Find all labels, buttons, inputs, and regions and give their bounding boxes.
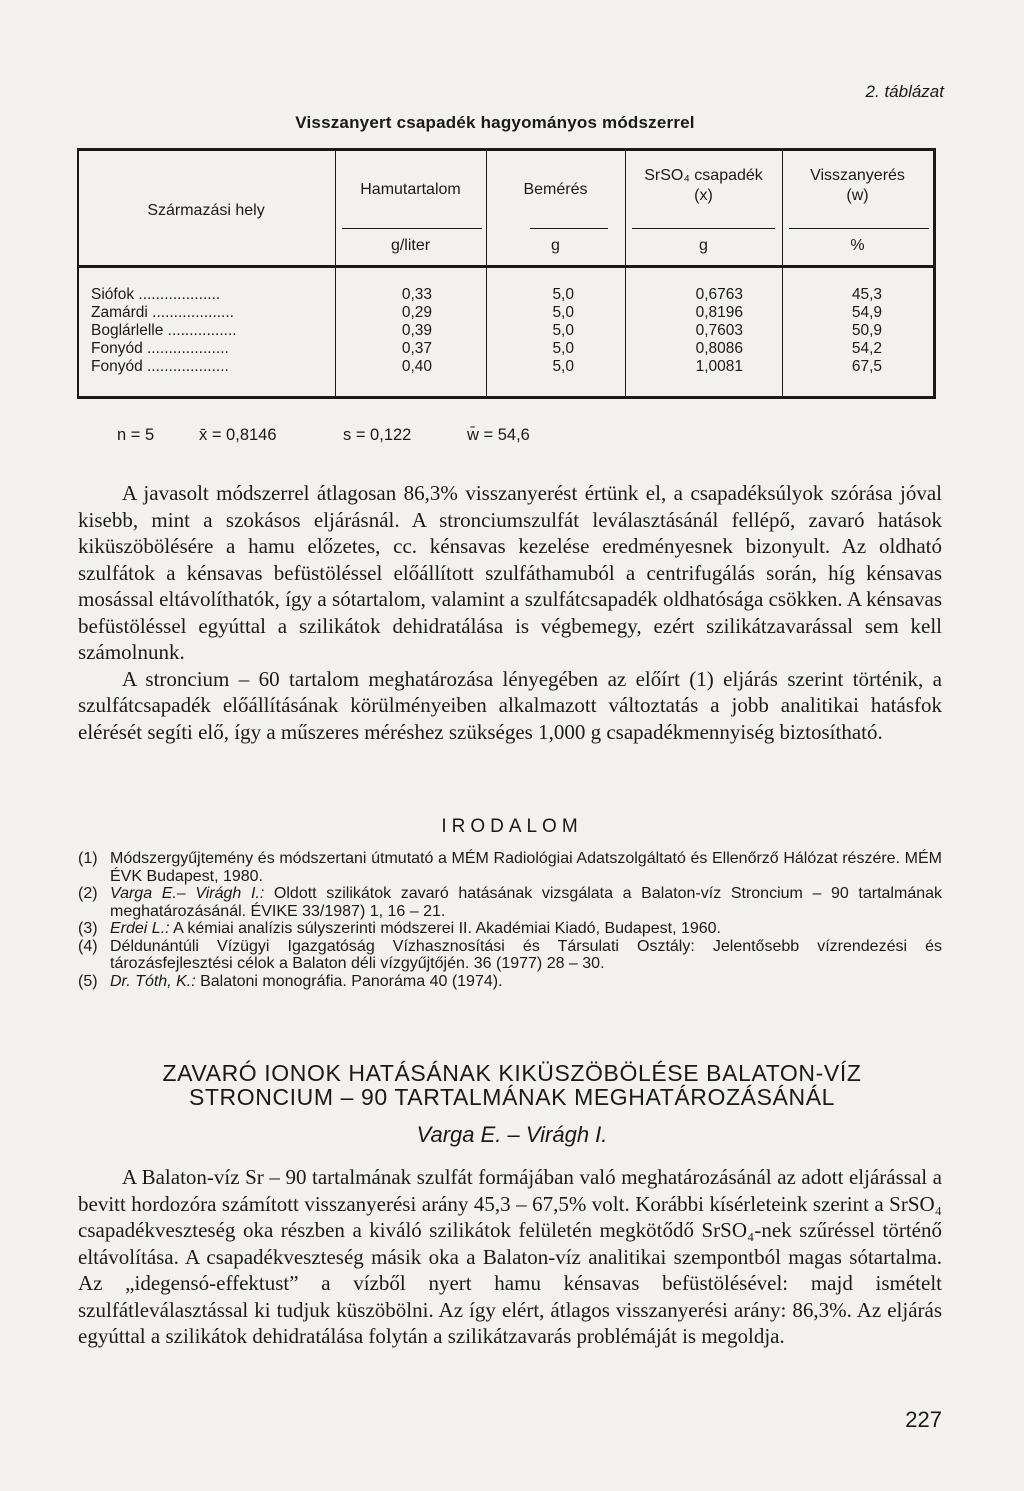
references-heading: IRODALOM xyxy=(441,816,583,837)
reference-item xyxy=(78,920,942,938)
article-title xyxy=(0,1061,1024,1109)
header-origin: Származási hely xyxy=(147,202,265,219)
page-number: 227 xyxy=(905,1407,942,1432)
unit-weighed: g xyxy=(551,237,560,254)
reference-text: Balatoni monográfia. Panoráma 40 (1974). xyxy=(195,972,503,990)
reference-author: Varga E.– Virágh I.: xyxy=(110,885,265,902)
cell-recovery: 54,2 xyxy=(851,340,882,357)
cell-weighed: 5,0 xyxy=(552,304,574,321)
cell-ash: 0,37 xyxy=(401,340,432,357)
header-recovery-symbol: (w) xyxy=(846,187,869,204)
body-text-1 xyxy=(78,480,942,745)
cell-ash: 0,33 xyxy=(401,286,432,303)
stat-x-mean: x̄ = 0,8146 xyxy=(199,426,277,444)
cell-weighed: 5,0 xyxy=(552,286,574,303)
cell-srso4: 0,6763 xyxy=(695,286,743,303)
stat-s: s = 0,122 xyxy=(343,426,412,444)
cell-weighed: 5,0 xyxy=(552,322,574,339)
unit-rule xyxy=(632,228,775,229)
unit-rule xyxy=(530,228,608,229)
cell-recovery: 54,9 xyxy=(851,304,882,321)
table-bottom-rule xyxy=(77,396,935,399)
header-recovery: Visszanyerés xyxy=(810,167,905,184)
table-number-label: 2. táblázat xyxy=(865,82,944,101)
cell-origin: Fonyód ................... xyxy=(91,340,229,357)
reference-number: (1) xyxy=(78,850,98,867)
table-top-rule xyxy=(77,148,935,151)
stat-w-mean: w̄ = 54,6 xyxy=(467,426,530,444)
reference-text: Oldott szilikátok zavaró hatásának vizsgálata a Balaton-víz Stroncium – 90 tartalmának meghatározásánál. ÉVIKE 33/1987) 1, 16 – 21. xyxy=(110,885,943,920)
cell-ash: 0,39 xyxy=(401,322,432,339)
table-title: Visszanyert csapadék hagyományos módszerrel xyxy=(295,113,695,132)
reference-number: (5) xyxy=(78,972,98,990)
table-left-border xyxy=(77,148,79,399)
unit-srso4: g xyxy=(699,237,708,254)
unit-ash: g/liter xyxy=(390,237,431,254)
reference-text: Déldunántúli Vízügyi Igazgatóság Vízhasznosítási és Társulati Osztály: Jelentősebb vízrendezési és tározásfejlesztési célok a Balaton déli vízgyűjtőjén. 36 (1977) 28 – 30. xyxy=(110,937,942,972)
recovery-table xyxy=(77,148,935,400)
reference-text: A kémiai analízis súlyszerinti módszerei II. Akadémiai Kiadó, Budapest, 1960. xyxy=(169,920,721,937)
article-title-line: ZAVARÓ IONOK HATÁSÁNAK KIKÜSZÖBÖLÉSE BALATON-VÍZ xyxy=(162,1060,862,1086)
header-srso4: SrSO₄ csapadék xyxy=(644,167,763,184)
header-ash: Hamutartalom xyxy=(360,181,461,198)
reference-item xyxy=(78,885,942,920)
article-title-line: STRONCIUM – 90 TARTALMÁNAK MEGHATÁROZÁSÁNÁL xyxy=(188,1084,836,1110)
cell-ash: 0,29 xyxy=(401,304,432,321)
reference-number: (2) xyxy=(78,885,98,902)
reference-item xyxy=(78,850,942,885)
header-weighed: Bemérés xyxy=(523,181,588,198)
reference-item xyxy=(78,938,942,973)
cell-origin: Boglárlelle ................ xyxy=(91,322,237,339)
reference-text: Módszergyűjtemény és módszertani útmutató a MÉM Radiológiai Adatszolgáltató és Ellenőrző Hálózat részére. MÉM ÉVK Budapest, 1980. xyxy=(110,850,942,885)
cell-weighed: 5,0 xyxy=(552,358,574,375)
cell-recovery: 45,3 xyxy=(851,286,882,303)
stat-n: n = 5 xyxy=(117,426,155,444)
reference-author: Dr. Tóth, K.: xyxy=(110,972,196,990)
cell-srso4: 1,0081 xyxy=(695,358,743,375)
unit-recovery: % xyxy=(850,237,865,254)
reference-author: Erdei L.: xyxy=(110,920,170,937)
article-authors: Varga E. – Virágh I. xyxy=(416,1122,608,1147)
header-srso4-symbol: (x) xyxy=(694,187,713,204)
reference-list xyxy=(78,850,942,990)
paragraph: A javasolt módszerrel átlagosan 86,3% visszanyerést értünk el, a csapadéksúlyok szórása jóval kisebb, mint a szokásos eljárásnál. A stronciumszulfát leválasztásánál fellépő, zavaró hatások kiküszöbölésére a hamu előzetes, cc. kénsavas kezelése eredményesnek bizonyult. Az oldható szulfátok a kénsavas befüstöléssel előállított szulfáthamuból a centrifugálás során, híg kénsavas mosással eltávolíthatók, így a sótartalom, valamint a szulfátcsapadék oldhatósága csökken. A kénsavas befüstöléssel egyúttal a szilikátok dehidratálása is végbemegy, ezért szilikátzavarással sem kell számolnunk. xyxy=(78,481,942,664)
cell-recovery: 67,5 xyxy=(851,358,882,375)
cell-origin: Zamárdi ................... xyxy=(91,304,234,321)
cell-srso4: 0,8196 xyxy=(695,304,743,321)
unit-rule xyxy=(789,228,929,229)
body-text-2 xyxy=(78,1164,942,1350)
table-right-border xyxy=(933,148,936,399)
paragraph: A stroncium – 60 tartalom meghatározása lényegében az előírt (1) eljárás szerint történik, a szulfátcsapadék előállításának körülményeiben alkalmazott változtatás a jobb analitikai hatásfok elérését segíti elő, így a műszeres méréshez szükséges 1,000 g csapadékmennyiség biztosítható. xyxy=(78,666,942,744)
cell-ash: 0,40 xyxy=(401,358,432,375)
cell-srso4: 0,7603 xyxy=(695,322,743,339)
reference-item xyxy=(78,973,942,991)
reference-number: (3) xyxy=(78,920,98,937)
table-header-rule xyxy=(77,265,935,268)
cell-recovery: 50,9 xyxy=(851,322,882,339)
cell-origin: Siófok ................... xyxy=(91,286,221,303)
unit-rule xyxy=(342,228,482,229)
paragraph: A Balaton-víz Sr – 90 tartalmának szulfát formájában való meghatározásánál az adott eljárással a bevitt hordozóra számított visszanyerési arány 45,3 – 67,5% volt. Korábbi kísérleteink szerint a SrSO₄ csapadékveszteség oka részben a kiváló szilikátok felületén megkötődő SrSO₄-nek szűréssel történő eltávolítása. A csapadékveszteség másik oka a Balaton-víz analitikai szempontból magas sótartalma. Az „idegensó-effektust” a vízből nyert hamu kénsavas befüstölésével: majd ismételt szulfátleválasztással ki tudjuk küszöbölni. Az így elért, átlagos visszanyerési arány: 86,3%. Az eljárás egyúttal a szilikátok dehidratálása folytán a szilikátzavarás problémáját is megoldja. xyxy=(78,1165,942,1348)
cell-srso4: 0,8086 xyxy=(695,340,743,357)
cell-origin: Fonyód ................... xyxy=(91,358,229,375)
reference-number: (4) xyxy=(78,937,98,955)
cell-weighed: 5,0 xyxy=(552,340,574,357)
